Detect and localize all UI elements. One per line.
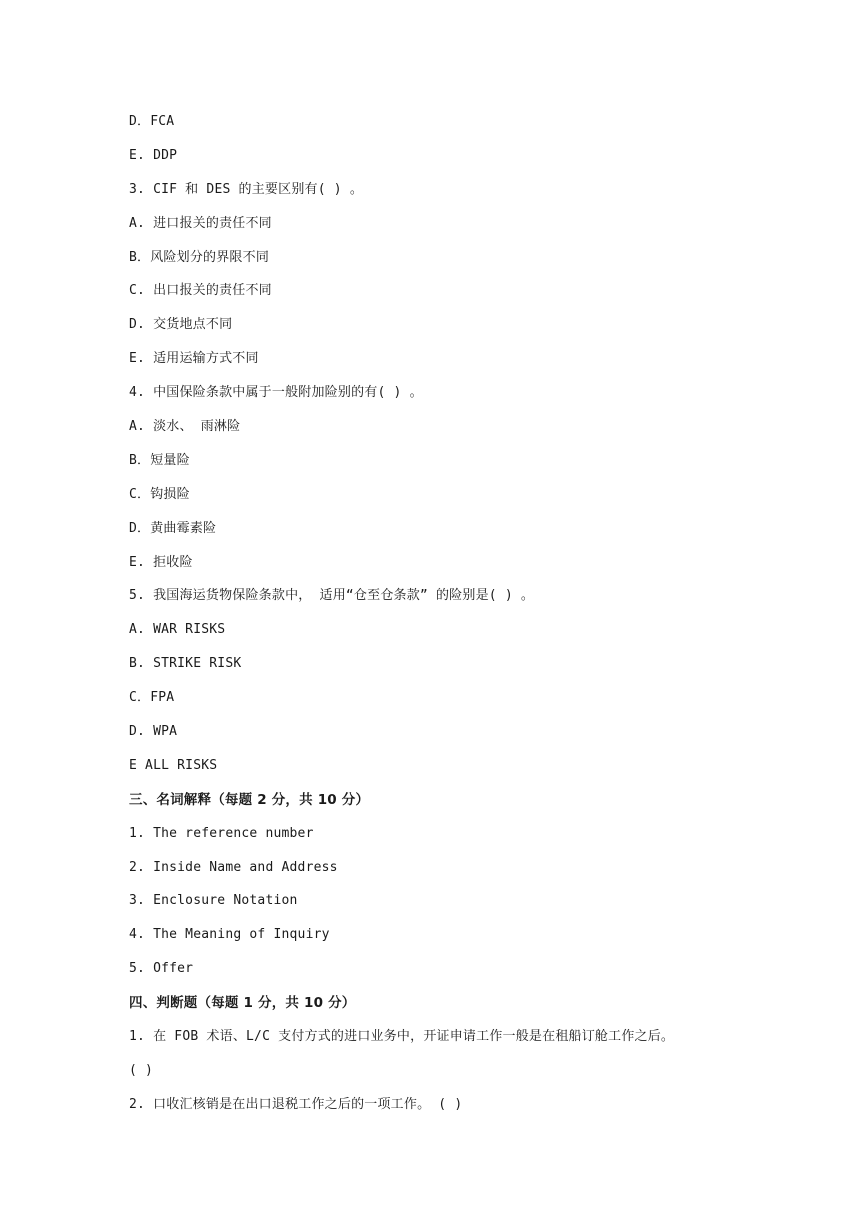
- option-line: D．黄曲霉素险: [129, 520, 217, 536]
- option-line: E ALL RISKS: [129, 757, 218, 773]
- option-line: E. DDP: [129, 147, 178, 163]
- option-line: B．风险划分的界限不同: [129, 249, 270, 265]
- option-line: D. 交货地点不同: [129, 317, 233, 333]
- option-line: D．FCA: [129, 114, 175, 129]
- answer-blank-line: ( ): [129, 1062, 154, 1078]
- question-line: 4. The Meaning of Inquiry: [129, 927, 330, 943]
- question-line: 3. CIF 和 DES 的主要区别有( ) 。: [129, 181, 364, 197]
- section-heading: 四、判断题（每题 1 分，共 10 分）: [129, 995, 356, 1012]
- option-line: A. 淡水、 雨淋险: [129, 419, 241, 435]
- question-line: 1. 在 FOB 术语、L/C 支付方式的进口业务中，开证申请工作一般是在租船订舱工作之后。: [129, 1029, 675, 1045]
- option-line: B．短量险: [129, 452, 190, 468]
- option-line: A. 进口报关的责任不同: [129, 215, 272, 231]
- question-line: 5. 我国海运货物保险条款中， 适用“仓至仓条款” 的险别是( ) 。: [129, 588, 535, 604]
- option-line: A. WAR RISKS: [129, 622, 226, 638]
- option-line: B. STRIKE RISK: [129, 656, 242, 672]
- option-line: E. 拒收险: [129, 554, 193, 570]
- option-line: D. WPA: [129, 724, 178, 740]
- option-line: E. 适用运输方式不同: [129, 351, 259, 367]
- question-line: 4. 中国保险条款中属于一般附加险别的有( ) 。: [129, 385, 423, 401]
- question-line: 3. Enclosure Notation: [129, 893, 298, 909]
- exam-text-body: [129, 110, 749, 1127]
- option-line: C．钩损险: [129, 486, 190, 502]
- question-line: 1. The reference number: [129, 825, 314, 841]
- section-heading: 三、名词解释（每题 2 分，共 10 分）: [129, 791, 370, 808]
- question-line: 5. Offer: [129, 961, 194, 977]
- question-line: 2. Inside Name and Address: [129, 859, 338, 875]
- option-line: C. 出口报关的责任不同: [129, 283, 272, 299]
- question-line: 2. 口收汇核销是在出口退税工作之后的一项工作。 ( ): [129, 1096, 463, 1112]
- option-line: C．FPA: [129, 690, 175, 706]
